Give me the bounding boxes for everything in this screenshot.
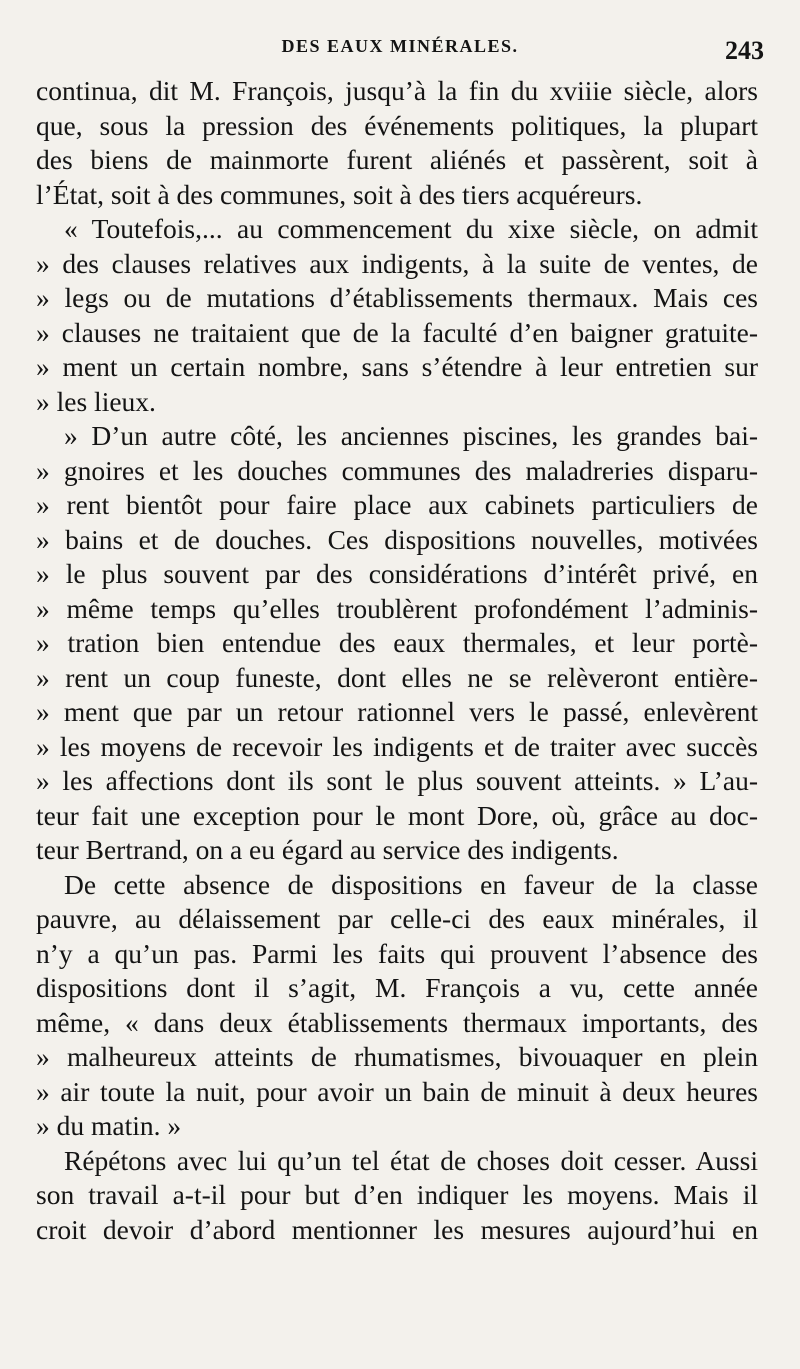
text-line: » ment un certain nombre, sans s’étendre à leur entretien sur: [36, 351, 758, 382]
text-line: » malheureux atteints de rhumatismes, bivouaquer en plein: [36, 1041, 758, 1072]
text-line: » ment que par un retour rationnel vers le passé, enlevèrent: [36, 696, 758, 727]
text-line: même, « dans deux établissements thermaux importants, des: [36, 1006, 758, 1038]
text-line: De cette absence de dispositions en faveur de la classe: [64, 868, 758, 900]
text-line: pauvre, au délaissement par celle-ci des eaux minérales, il: [36, 903, 758, 934]
text-line: l’État, soit à des communes, soit à des tiers acquéreurs.: [36, 178, 643, 210]
page-number: 243: [725, 36, 764, 65]
text-line: continua, dit M. François, jusqu’à la fin du xviiie siècle, alors: [36, 75, 758, 106]
text-line: n’y a qu’un pas. Parmi les faits qui prouvent l’absence des: [36, 937, 758, 969]
body-text: [36, 74, 758, 1247]
running-title: DES EAUX MINÉRALES.: [281, 36, 519, 56]
text-line: teur fait une exception pour le mont Dore, où, grâce au doc-: [36, 799, 758, 831]
text-line: « Toutefois,... au commencement du xixe siècle, on admit: [64, 213, 758, 244]
text-line: » rent un coup funeste, dont elles ne se relèveront entière-: [36, 661, 758, 693]
text-line: » même temps qu’elles troublèrent profondément l’adminis-: [36, 592, 758, 624]
text-line: » gnoires et les douches communes des maladreries disparu-: [36, 454, 758, 486]
text-line: son travail a-t-il pour but d’en indiquer les moyens. Mais il: [36, 1179, 758, 1210]
text-line: » les affections dont ils sont le plus souvent atteints. » L’au-: [36, 765, 758, 796]
text-line: » rent bientôt pour faire place aux cabinets particuliers de: [36, 489, 758, 520]
text-line: dispositions dont il s’agit, M. François a vu, cette année: [36, 972, 758, 1003]
text-line: » D’un autre côté, les anciennes piscines, les grandes bai-: [64, 420, 758, 451]
text-line: » les moyens de recevoir les indigents et de traiter avec succès: [36, 730, 758, 762]
page-header: [0, 32, 800, 72]
text-line: » bains et de douches. Ces dispositions nouvelles, motivées: [36, 523, 758, 555]
text-line: des biens de mainmorte furent aliénés et passèrent, soit à: [36, 144, 758, 175]
text-line: » des clauses relatives aux indigents, à la suite de ventes, de: [36, 247, 758, 279]
text-line: teur Bertrand, on a eu égard au service des indigents.: [36, 834, 619, 865]
text-line: » air toute la nuit, pour avoir un bain de minuit à deux heures: [36, 1075, 758, 1107]
text-line: » du matin. »: [36, 1110, 182, 1141]
text-line: croit devoir d’abord mentionner les mesures aujourd’hui en: [36, 1213, 758, 1245]
text-line: » clauses ne traitaient que de la faculté d’en baigner gratuite-: [36, 316, 758, 348]
text-line: » les lieux.: [36, 385, 156, 417]
text-line: » tration bien entendue des eaux thermales, et leur portè-: [36, 627, 758, 658]
text-line: que, sous la pression des événements politiques, la plupart: [36, 109, 758, 141]
text-line: » legs ou de mutations d’établissements thermaux. Mais ces: [36, 282, 758, 313]
text-line: Répétons avec lui qu’un tel état de choses doit cesser. Aussi: [64, 1144, 758, 1176]
text-line: » le plus souvent par des considérations d’intérêt privé, en: [36, 558, 758, 589]
